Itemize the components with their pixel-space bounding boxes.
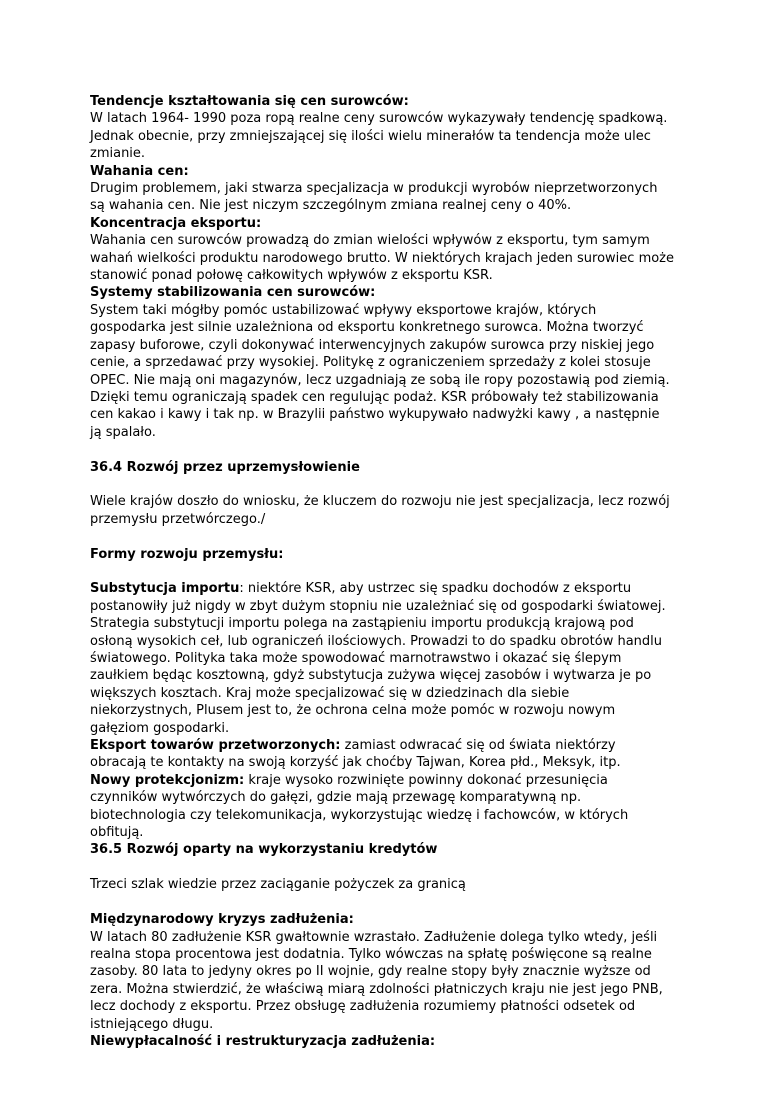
section-formy-rozwoju [90, 580, 675, 859]
blank-line [90, 563, 675, 580]
heading-formy-rozwoju [90, 546, 675, 563]
text-run: kraje wysoko rozwinięte powinny dokonać przesunięcia czynników wytwórczych do gałęzi, gdzie mają przewagę komparatywną np. biotechnologia czy telekomunikacja, wykorzystując wiedzę i fachowców, w których obfitują. [90, 772, 629, 841]
section-kryzys-zadluzenia [90, 911, 675, 1050]
text-run: Wahania cen surowców prowadzą do zmian wielości wpływów z eksportu, tym samym wahań wielkości produktu narodowego brutto. W niektórych krajach jeden surowiec może stanowić ponad połowę całkowitych wpływów z eksportu KSR. [90, 233, 675, 284]
bold-run: Systemy stabilizowania cen surowców: [90, 285, 376, 301]
bold-run: Wahania cen: [90, 163, 189, 179]
bold-run: Nowy protekcjonizm: [90, 772, 245, 788]
paragraph-trzeci-szlak [90, 876, 675, 893]
heading-36-4 [90, 459, 675, 476]
bold-run: Niewypłacalność i restrukturyzacja zadłużenia: [90, 1033, 436, 1049]
blank-line [90, 476, 675, 493]
text-run: W latach 1964- 1990 poza ropą realne ceny surowców wykazywały tendencję spadkową. Jednak obecnie, przy zmniejszającej się ilości wielu minerałów ta tendencja może ulec zmianie. [90, 111, 668, 162]
bold-run: Międzynarodowy kryzys zadłużenia: [90, 912, 354, 928]
text-run: Drugim problemem, jaki stwarza specjalizacja w produkcji wyrobów nieprzetworzonych są wahania cen. Nie jest niczym szczególnym zmiana realnej ceny o 40%. [90, 181, 658, 214]
bold-run: Formy rozwoju przemysłu: [90, 546, 284, 562]
blank-line [90, 528, 675, 545]
blank-line [90, 859, 675, 876]
bold-run: 36.5 Rozwój oparty na wykorzystaniu kredytów [90, 842, 438, 858]
blank-line [90, 894, 675, 911]
paragraph-wiele-krajow [90, 493, 675, 528]
text-run: System taki mógłby pomóc ustabilizować wpływy eksportowe krajów, których gospodarka jest silnie uzależniona od eksportu konkretnego surowca. Można tworzyć zapasy buforowe, czyli dokonywać interwencyjnych zakupów surowca przy niskiej jego cenie, a sprzedawać przy wysokiej. Politykę z ograniczeniem sprzedaży z kolei stosuje OPEC. Nie mają oni magazynów, lecz uzgadniają ze sobą ile ropy pozostawią pod ziemią. Dzięki temu ograniczają spadek cen regulując podaż. KSR próbowały też stabilizowania cen kakao i kawy i tak np. w Brazylii państwo wykupywało nadwyżki kawy , a następnie ją spalało. [90, 302, 670, 440]
text-run: Trzeci szlak wiedzie przez zaciąganie pożyczek za granicą [90, 877, 466, 893]
section-ceny-surowcow [90, 93, 675, 441]
bold-run: Eksport towarów przetworzonych: [90, 738, 341, 754]
text-run: : niektóre KSR, aby ustrzec się spadku dochodów z eksportu postanowiły już nigdy w zbyt dużym stopniu nie uzależniać się od gospodarki światowej. Strategia substytucji importu polega na zastąpieniu importu produkcją krajową pod osłoną wysokich ceł, lub ograniczeń ilościowych. Prowadzi to do spadku obrotów handlu światowego. Polityka taka może spowodować marnotrawstwo i okazać się ślepym zaułkiem będąc kosztowną, gdyż substytucja zużywa więcej zasobów i wytwarza je po większych kosztach. Kraj może specjalizować się w dziedzinach dla siebie niekorzystnych, Plusem jest to, że ochrona celna może pomóc w rozwoju nowym gałęziom gospodarki. [90, 581, 666, 736]
text-run: Wiele krajów doszło do wniosku, że kluczem do rozwoju nie jest specjalizacja, lecz rozwój przemysłu przetwórczego./ [90, 494, 670, 527]
bold-run: Koncentracja eksportu: [90, 215, 262, 231]
text-run: zamiast odwracać się od świata niektórzy obracają te kontakty na swoją korzyść jak choćby Tajwan, Korea płd., Meksyk, itp. [90, 738, 621, 771]
text-run: W latach 80 zadłużenie KSR gwałtownie wzrastało. Zadłużenie dolega tylko wtedy, jeśli realna stopa procentowa jest dodatnia. Tylko wówczas na spłatę poświęcone są realne zasoby. 80 lata to jedyny okres po II wojnie, gdy realne stopy były znacznie wyższe od zera. Można stwierdzić, że właściwą miarą zdolności płatniczych kraju nie jest jego PNB, lecz dochody z eksportu. Przez obsługę zadłużenia rozumiemy płatności odsetek od istniejącego długu. [90, 929, 663, 1032]
bold-run: Substytucja importu [90, 581, 240, 597]
blank-line [90, 441, 675, 458]
bold-run: Tendencje kształtowania się cen surowców: [90, 94, 409, 109]
bold-run: 36.4 Rozwój przez uprzemysłowienie [90, 459, 360, 475]
